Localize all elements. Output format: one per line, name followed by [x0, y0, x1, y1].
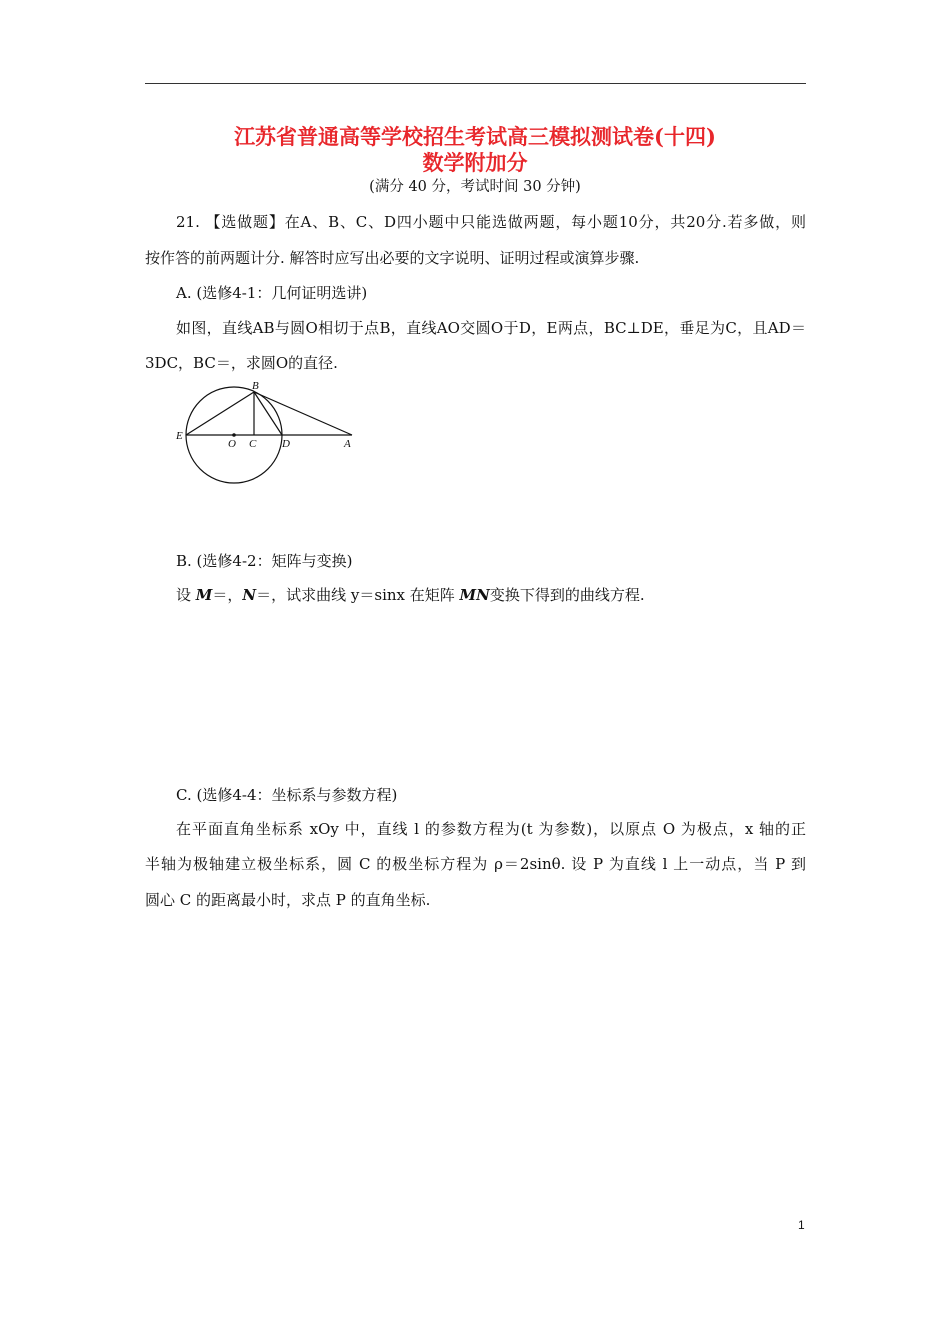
- label-a: A: [344, 438, 351, 450]
- q21-instructions-line1: 21. 【选做题】在A、B、C、D四小题中只能选做两题，每小题10分，共20分.若多做，则: [176, 213, 806, 231]
- part-c-heading: C. (选修4-4：坐标系与参数方程): [176, 786, 398, 804]
- geometry-figure: [172, 376, 362, 488]
- part-b-post: 变换下得到的曲线方程.: [489, 586, 645, 604]
- part-b-mid2: ＝，试求曲线 y＝sinx 在矩阵: [256, 586, 460, 604]
- label-e: E: [176, 430, 183, 442]
- part-c-line3: 圆心 C 的距离最小时，求点 P 的直角坐标.: [145, 891, 431, 909]
- header-rule: [145, 83, 806, 84]
- part-c-line2: 半轴为极轴建立极坐标系，圆 C 的极坐标方程为 ρ＝2sinθ. 设 P 为直线 l 上一动点，当 P 到: [145, 855, 806, 873]
- part-c-line1: 在平面直角坐标系 xOy 中，直线 l 的参数方程为(t 为参数)，以原点 O 为极点，x 轴的正: [176, 820, 806, 838]
- exam-info: (满分 40 分，考试时间 30 分钟): [369, 179, 581, 195]
- q21-instructions-line2: 按作答的前两题计分. 解答时应写出必要的文字说明、证明过程或演算步骤.: [145, 249, 640, 267]
- label-o: O: [228, 438, 236, 450]
- matrix-mn: MN: [459, 586, 490, 604]
- part-b-mid1: ＝，: [212, 586, 243, 604]
- page-number: 1: [798, 1218, 805, 1232]
- part-b-heading: B. (选修4-2：矩阵与变换): [176, 552, 353, 570]
- exam-title: 江苏省普通高等学校招生考试高三模拟测试卷(十四): [234, 124, 716, 149]
- part-b-line1: [176, 585, 645, 605]
- part-a-line2: 3DC，BC＝，求圆O的直径.: [145, 354, 338, 372]
- part-a-heading: A. (选修4-1：几何证明选讲): [176, 284, 368, 302]
- matrix-m: M: [195, 586, 213, 604]
- label-b: B: [252, 380, 259, 392]
- matrix-n: N: [242, 586, 257, 604]
- segment-be: [186, 392, 254, 435]
- label-c: C: [249, 438, 257, 450]
- label-d: D: [282, 438, 290, 450]
- part-a-line1: 如图，直线AB与圆O相切于点B，直线AO交圆O于D，E两点，BC⊥DE，垂足为C，且AD＝: [176, 319, 806, 337]
- center-point: [232, 433, 236, 437]
- exam-subtitle: 数学附加分: [422, 150, 528, 175]
- part-b-pre: 设: [176, 586, 196, 604]
